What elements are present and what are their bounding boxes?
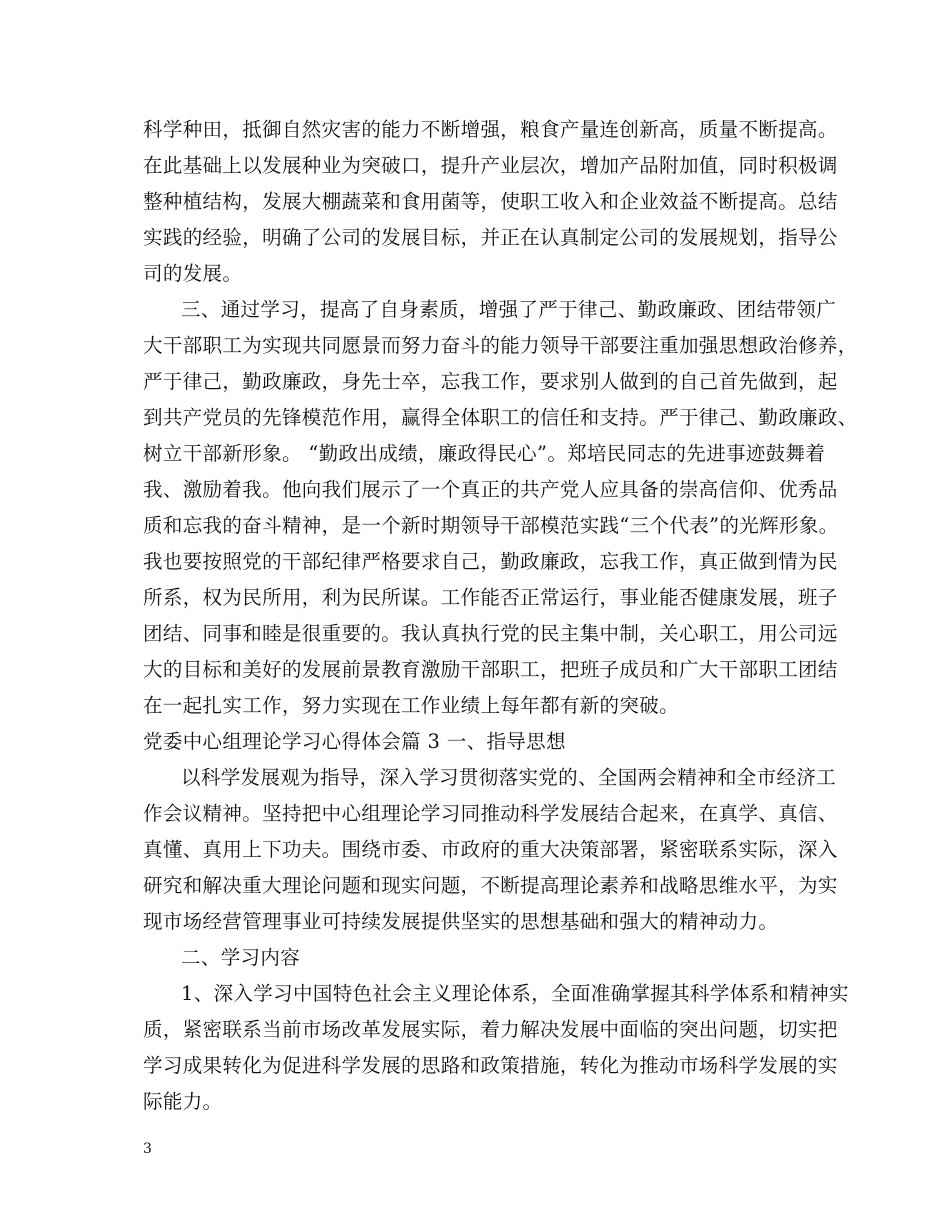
text-line: 质，紧密联系当前市场改革发展实际，着力解决发展中面临的突出问题，切实把 xyxy=(143,1018,838,1041)
text-line: 实践的经验，明确了公司的发展目标，并正在认真制定公司的发展规划，指导公 xyxy=(143,226,838,249)
paragraph-start-line: 以科学发展观为指导，深入学习贯彻落实党的、全国两会精神和全市经济工 xyxy=(181,766,837,789)
text-line: 树立干部新形象。 “勤政出成绩，廉政得民心”。郑培民同志的先进事迹鼓舞着 xyxy=(143,442,826,465)
text-line: 现市场经营管理事业可持续发展提供坚实的思想基础和强大的精神动力。 xyxy=(143,910,779,933)
text-line: 所系，权为民所用，利为民所谋。工作能否正常运行，事业能否健康发展，班子 xyxy=(143,586,838,609)
text-line: 质和忘我的奋斗精神，是一个新时期领导干部模范实践“三个代表”的光辉形象。 xyxy=(143,514,839,537)
text-line: 作会议精神。坚持把中心组理论学习同推动科学发展结合起来，在真学、真信、 xyxy=(143,802,838,825)
text-line: 研究和解决重大理论问题和现实问题，不断提高理论素养和战略思维水平，为实 xyxy=(143,874,838,897)
text-line: 大干部职工为实现共同愿景而努力奋斗的能力领导干部要注重加强思想政治修养， xyxy=(143,334,858,357)
text-line: 在此基础上以发展种业为突破口，提升产业层次，增加产品附加值，同时积极调 xyxy=(143,154,838,177)
text-line: 严于律己，勤政廉政，身先士卒，忘我工作，要求别人做到的自己首先做到，起 xyxy=(143,370,838,393)
text-line: 我、激励着我。他向我们展示了一个真正的共产党人应具备的崇高信仰、优秀品 xyxy=(143,478,838,501)
text-line: 在一起扎实工作，努力实现在工作业绩上每年都有新的突破。 xyxy=(143,694,679,717)
text-line: 司的发展。 xyxy=(143,262,243,285)
text-line: 科学种田，抵御自然灾害的能力不断增强，粮食产量连创新高，质量不断提高。 xyxy=(143,118,838,141)
section-heading-line: 党委中心组理论学习心得体会篇 3 一、指导思想 xyxy=(143,730,566,753)
paragraph-start-line: 三、通过学习，提高了自身素质，增强了严于律己、勤政廉政、团结带领广 xyxy=(181,298,837,321)
text-line: 真懂、真用上下功夫。围绕市委、市政府的重大决策部署，紧密联系实际，深入 xyxy=(143,838,838,861)
text-line: 到共产党员的先锋模范作用，赢得全体职工的信任和支持。严于律己、勤政廉政、 xyxy=(143,406,858,429)
text-line: 学习成果转化为促进科学发展的思路和政策措施，转化为推动市场科学发展的实 xyxy=(143,1054,838,1077)
paragraph-start-line: 1、深入学习中国特色社会主义理论体系，全面准确掌握其科学体系和精神实 xyxy=(181,982,849,1005)
text-line: 我也要按照党的干部纪律严格要求自己，勤政廉政，忘我工作，真正做到情为民 xyxy=(143,550,838,573)
page-number: 3 xyxy=(143,1141,152,1157)
text-line: 际能力。 xyxy=(143,1090,223,1113)
section-heading-line: 二、学习内容 xyxy=(181,946,301,969)
text-line: 整种植结构，发展大棚蔬菜和食用菌等，使职工收入和企业效益不断提高。总结 xyxy=(143,190,838,213)
text-line: 大的目标和美好的发展前景教育激励干部职工，把班子成员和广大干部职工团结 xyxy=(143,658,838,681)
text-line: 团结、同事和睦是很重要的。我认真执行党的民主集中制，关心职工，用公司远 xyxy=(143,622,838,645)
